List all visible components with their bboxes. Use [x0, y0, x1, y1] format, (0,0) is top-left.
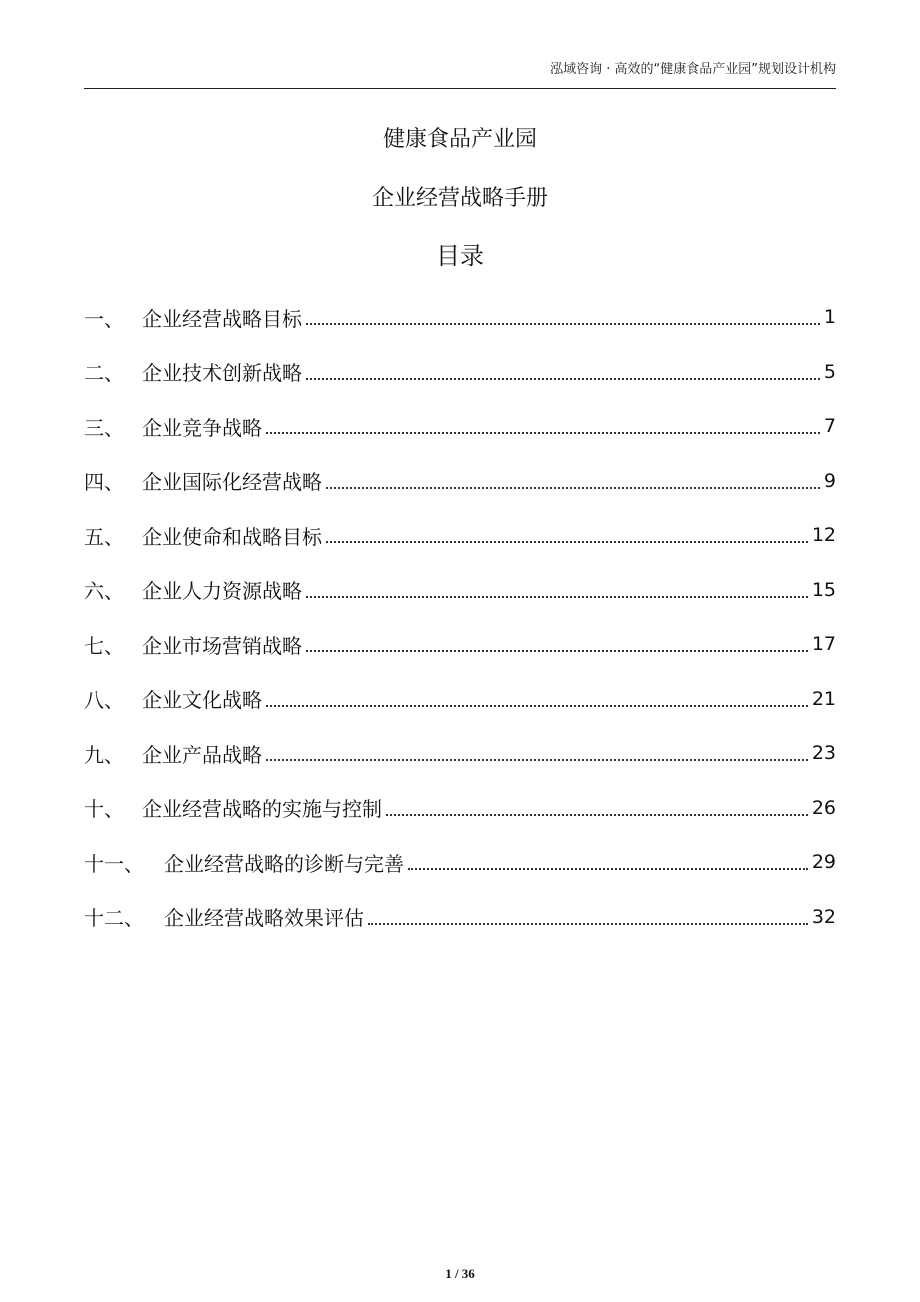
- toc-entry-label: 企业使命和战略目标: [142, 524, 322, 549]
- toc-entry-number: 六、: [84, 579, 124, 604]
- toc-entry-label: 企业竞争战略: [142, 415, 262, 440]
- toc-dot-leader: [266, 432, 820, 434]
- toc-dot-leader: [266, 759, 808, 761]
- toc-dot-leader: [368, 923, 808, 925]
- toc-entry-page: 21: [811, 687, 836, 710]
- toc-dot-leader: [306, 323, 820, 325]
- toc-entry-number: 十一、: [84, 851, 144, 876]
- toc-entry[interactable]: [84, 290, 836, 345]
- toc-entry-page: 15: [811, 578, 836, 601]
- toc-entry-page: 5: [823, 360, 836, 383]
- toc-entry-page: 17: [811, 633, 836, 656]
- toc-dot-leader: [386, 814, 808, 816]
- toc-entry-label: 企业国际化经营战略: [142, 470, 322, 495]
- header-divider: [84, 88, 836, 89]
- toc-entry-number: 一、: [84, 306, 124, 331]
- toc-entry-label: 企业市场营销战略: [142, 633, 302, 658]
- toc-entry[interactable]: [84, 454, 836, 509]
- toc-entry[interactable]: [84, 835, 836, 890]
- toc-entry[interactable]: [84, 890, 836, 945]
- toc-entry[interactable]: [84, 399, 836, 454]
- toc-entry-number: 九、: [84, 742, 124, 767]
- toc-entry-number: 八、: [84, 688, 124, 713]
- toc-dot-leader: [306, 378, 820, 380]
- header-text: 泓域咨询 · 高效的“健康食品产业园”规划设计机构: [550, 62, 836, 77]
- page-number: 1 / 36: [445, 1266, 475, 1281]
- toc-entry[interactable]: [84, 508, 836, 563]
- toc-entry-label: 企业技术创新战略: [142, 361, 302, 386]
- toc-entry[interactable]: [84, 617, 836, 672]
- toc-entry-number: 十二、: [84, 906, 144, 931]
- document-subtitle: 企业经营战略手册: [371, 186, 548, 211]
- toc-dot-leader: [306, 650, 808, 652]
- toc-entry[interactable]: [84, 345, 836, 400]
- toc-entry[interactable]: [84, 672, 836, 727]
- toc-entry-number: 四、: [84, 470, 124, 495]
- toc-entry-page: 1: [823, 306, 836, 329]
- toc-entry-label: 企业经营战略效果评估: [164, 906, 364, 931]
- toc-dot-leader: [326, 487, 820, 489]
- toc-entry[interactable]: [84, 781, 836, 836]
- toc-entry-number: 五、: [84, 524, 124, 549]
- toc-entry[interactable]: [84, 563, 836, 618]
- toc-entry-number: 十、: [84, 797, 124, 822]
- toc-entry-page: 23: [811, 742, 836, 765]
- toc-entry-label: 企业经营战略的诊断与完善: [164, 851, 404, 876]
- toc-entry-page: 32: [811, 905, 836, 928]
- toc-entry-page: 7: [823, 415, 836, 438]
- document-title: 健康食品产业园: [382, 127, 537, 152]
- toc-dot-leader: [266, 705, 808, 707]
- toc-entry-number: 七、: [84, 633, 124, 658]
- toc-dot-leader: [306, 596, 808, 598]
- toc-entry-label: 企业经营战略的实施与控制: [142, 797, 382, 822]
- toc-entry-page: 26: [811, 796, 836, 819]
- toc-entry-label: 企业文化战略: [142, 688, 262, 713]
- toc-entry-label: 企业产品战略: [142, 742, 262, 767]
- table-of-contents: [84, 290, 836, 944]
- toc-entry-page: 29: [811, 851, 836, 874]
- toc-entry-label: 企业人力资源战略: [142, 579, 302, 604]
- toc-heading: 目录: [436, 242, 484, 270]
- toc-entry-number: 三、: [84, 415, 124, 440]
- toc-entry-page: 12: [811, 524, 836, 547]
- toc-dot-leader: [408, 868, 808, 870]
- toc-entry-page: 9: [823, 469, 836, 492]
- toc-entry-number: 二、: [84, 361, 124, 386]
- toc-entry-label: 企业经营战略目标: [142, 306, 302, 331]
- toc-entry[interactable]: [84, 726, 836, 781]
- toc-dot-leader: [326, 541, 808, 543]
